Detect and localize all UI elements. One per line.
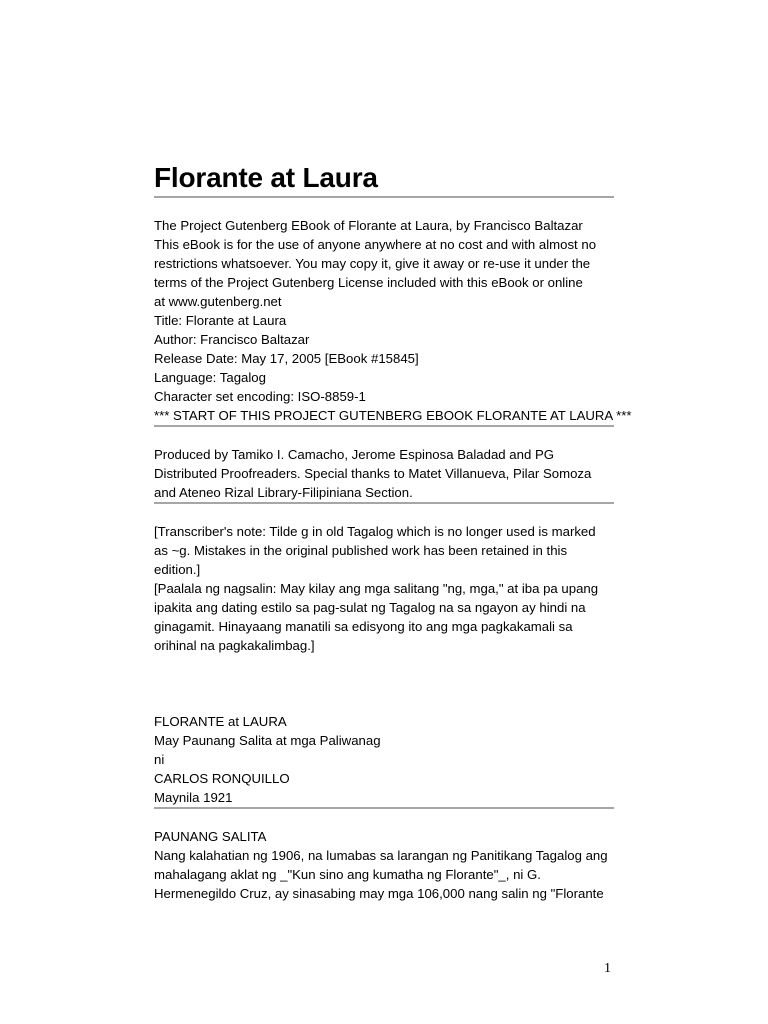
transcriber-note — [154, 522, 614, 655]
text-line: FLORANTE at LAURA — [154, 714, 287, 729]
text-line: restrictions whatsoever. You may copy it, give it away or re-use it under the — [154, 256, 591, 271]
text-line: Hermenegildo Cruz, ay sinasabing may mga 106,000 nang salin ng "Florante — [154, 886, 604, 901]
text-line: as ~g. Mistakes in the original published work has been retained in this — [154, 543, 568, 558]
section-divider — [154, 502, 614, 504]
text-line: ginagamit. Hinayaang manatili sa edisyong ito ang mga pagkakamali sa — [154, 619, 573, 634]
section-divider — [154, 425, 614, 427]
text-line: Character set encoding: ISO-8859-1 — [154, 389, 366, 404]
text-line: Nang kalahatian ng 1906, na lumabas sa larangan ng Panitikang Tagalog ang — [154, 848, 608, 863]
text-line: Release Date: May 17, 2005 [EBook #15845] — [154, 351, 419, 366]
book-title-block — [154, 712, 614, 807]
text-line: orihinal na pagkakalimbag.] — [154, 638, 315, 653]
title-divider — [154, 196, 614, 198]
text-line: Title: Florante at Laura — [154, 313, 287, 328]
text-line: [Paalala ng nagsalin: May kilay ang mga salitang "ng, mga," at iba pa upang — [154, 581, 599, 596]
text-line: mahalagang aklat ng _"Kun sino ang kumatha ng Florante"_, ni G. — [154, 867, 541, 882]
text-line: at www.gutenberg.net — [154, 294, 282, 309]
text-line: May Paunang Salita at mga Paliwanag — [154, 733, 381, 748]
document-page — [154, 160, 632, 903]
text-line: Author: Francisco Baltazar — [154, 332, 310, 347]
preface — [154, 827, 614, 903]
text-line: Maynila 1921 — [154, 790, 233, 805]
gutenberg-header — [154, 216, 632, 425]
text-line: ni — [154, 752, 165, 767]
text-line: CARLOS RONQUILLO — [154, 771, 290, 786]
text-line: Language: Tagalog — [154, 370, 266, 385]
text-line: and Ateneo Rizal Library-Filipiniana Section. — [154, 485, 413, 500]
text-line: This eBook is for the use of anyone anywhere at no cost and with almost no — [154, 237, 597, 252]
text-line: *** START OF THIS PROJECT GUTENBERG EBOOK FLORANTE AT LAURA *** — [154, 408, 632, 423]
text-line: PAUNANG SALITA — [154, 829, 267, 844]
text-line: Distributed Proofreaders. Special thanks to Matet Villanueva, Pilar Somoza — [154, 466, 592, 481]
credits — [154, 445, 614, 502]
section-divider — [154, 807, 614, 809]
text-line: Produced by Tamiko I. Camacho, Jerome Espinosa Baladad and PG — [154, 447, 554, 462]
text-line: edition.] — [154, 562, 201, 577]
text-line: The Project Gutenberg EBook of Florante at Laura, by Francisco Baltazar — [154, 218, 583, 233]
page-number: 1 — [604, 961, 611, 976]
text-line: terms of the Project Gutenberg License included with this eBook or online — [154, 275, 583, 290]
text-line: ipakita ang dating estilo sa pag-sulat ng Tagalog na sa ngayon ay hindi na — [154, 600, 586, 615]
document-title: Florante at Laura — [154, 162, 378, 193]
text-line: [Transcriber's note: Tilde g in old Tagalog which is no longer used is marked — [154, 524, 596, 539]
